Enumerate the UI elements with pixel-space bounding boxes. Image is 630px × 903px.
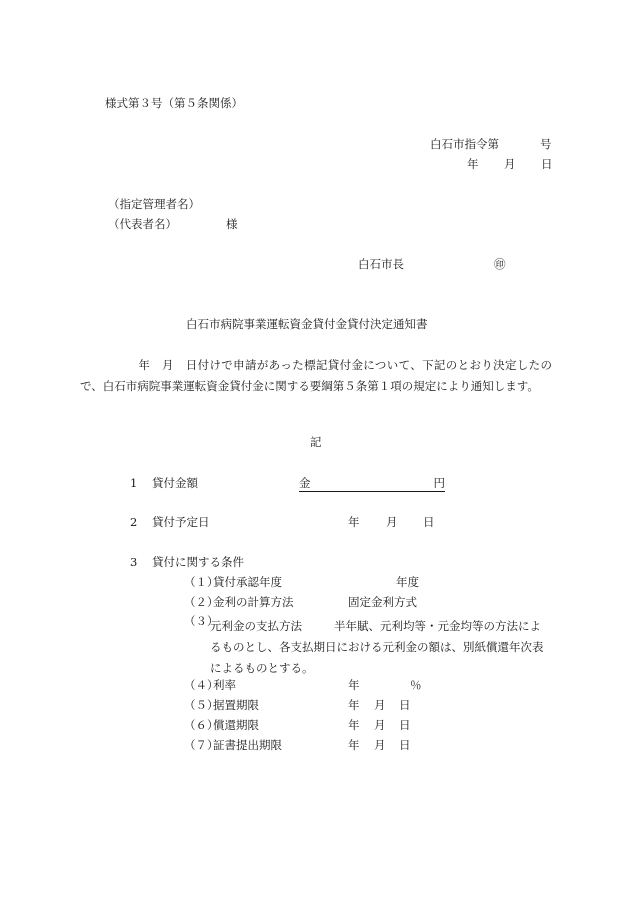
item3-label: 貸付に関する条件: [152, 555, 244, 569]
sub3-label: 元利金の支払方法: [210, 619, 302, 633]
sub6-year: 年: [348, 718, 360, 732]
body-date-year: 年: [138, 358, 151, 372]
item2-year: 年: [348, 515, 360, 529]
item1-label: 貸付金額: [152, 476, 198, 490]
sub6-day: 日: [399, 718, 411, 732]
sub1-value: 年度: [396, 575, 419, 589]
sub1-label: 貸付承認年度: [213, 575, 282, 589]
sub1-number: （１）: [184, 575, 219, 589]
body-text: 日付けで申請があった標記貸付金について、下記のとおり決定したので、白石市病院事業運転資金貸付金に関する要綱第５条第１項の規定により通知します。: [80, 358, 553, 393]
sub7-day: 日: [399, 738, 411, 752]
item2-month: 月: [386, 515, 398, 529]
sub5-day: 日: [399, 698, 411, 712]
form-number: 様式第３号（第５条関係）: [105, 96, 243, 110]
date-day: 日: [541, 157, 553, 171]
sub2-label: 金利の計算方法: [213, 595, 294, 609]
representative-label: （代表者名）: [108, 217, 177, 231]
item3-number: 3: [130, 555, 138, 569]
sub7-month: 月: [374, 738, 386, 752]
honorific: 様: [226, 217, 238, 231]
sub6-number: （６）: [184, 718, 219, 732]
doc-number-prefix: 白石市指令第: [430, 137, 499, 151]
item2-number: 2: [130, 515, 138, 529]
item1-amount-prefix: 金: [299, 476, 311, 490]
sub3-number: （３）: [184, 614, 219, 628]
item2-label: 貸付予定日: [152, 515, 210, 529]
item1-number: 1: [130, 476, 138, 490]
sub2-number: （２）: [184, 595, 219, 609]
sub6-label: 償還期限: [213, 718, 259, 732]
item1-amount-line: [299, 478, 445, 492]
sub5-month: 月: [374, 698, 386, 712]
sub7-label: 証書提出期限: [213, 738, 282, 752]
body-paragraph: [80, 355, 552, 397]
sub4-number: （４）: [184, 678, 219, 692]
document-title: 白石市病院事業運転資金貸付金貸付決定通知書: [186, 317, 428, 331]
sub4-year: 年: [348, 678, 360, 692]
body-date-month: 月: [161, 358, 174, 372]
sub4-unit: ％: [410, 678, 422, 692]
seal-mark: ㊞: [494, 257, 506, 271]
sender-title: 白石市長: [358, 257, 404, 271]
sub5-label: 据置期限: [213, 698, 259, 712]
sub2-value: 固定金利方式: [348, 595, 417, 609]
sub3-value: 半年賦、元利均等・元金均等の方法によるものとし、各支払期日における元利金の額は、別紙償還年次表によるものとする。: [210, 619, 544, 675]
date-year: 年: [467, 157, 479, 171]
sub4-label: 利率: [213, 678, 236, 692]
doc-number-suffix: 号: [540, 137, 552, 151]
sub7-number: （７）: [184, 738, 219, 752]
sub3-block: [210, 616, 552, 679]
sub7-year: 年: [348, 738, 360, 752]
item1-amount-suffix: 円: [433, 476, 445, 490]
date-month: 月: [504, 157, 516, 171]
sub5-number: （５）: [184, 698, 219, 712]
sub5-year: 年: [348, 698, 360, 712]
ki-heading: 記: [310, 435, 322, 449]
sub6-month: 月: [374, 718, 386, 732]
item2-day: 日: [423, 515, 435, 529]
manager-label: （指定管理者名）: [108, 197, 200, 211]
